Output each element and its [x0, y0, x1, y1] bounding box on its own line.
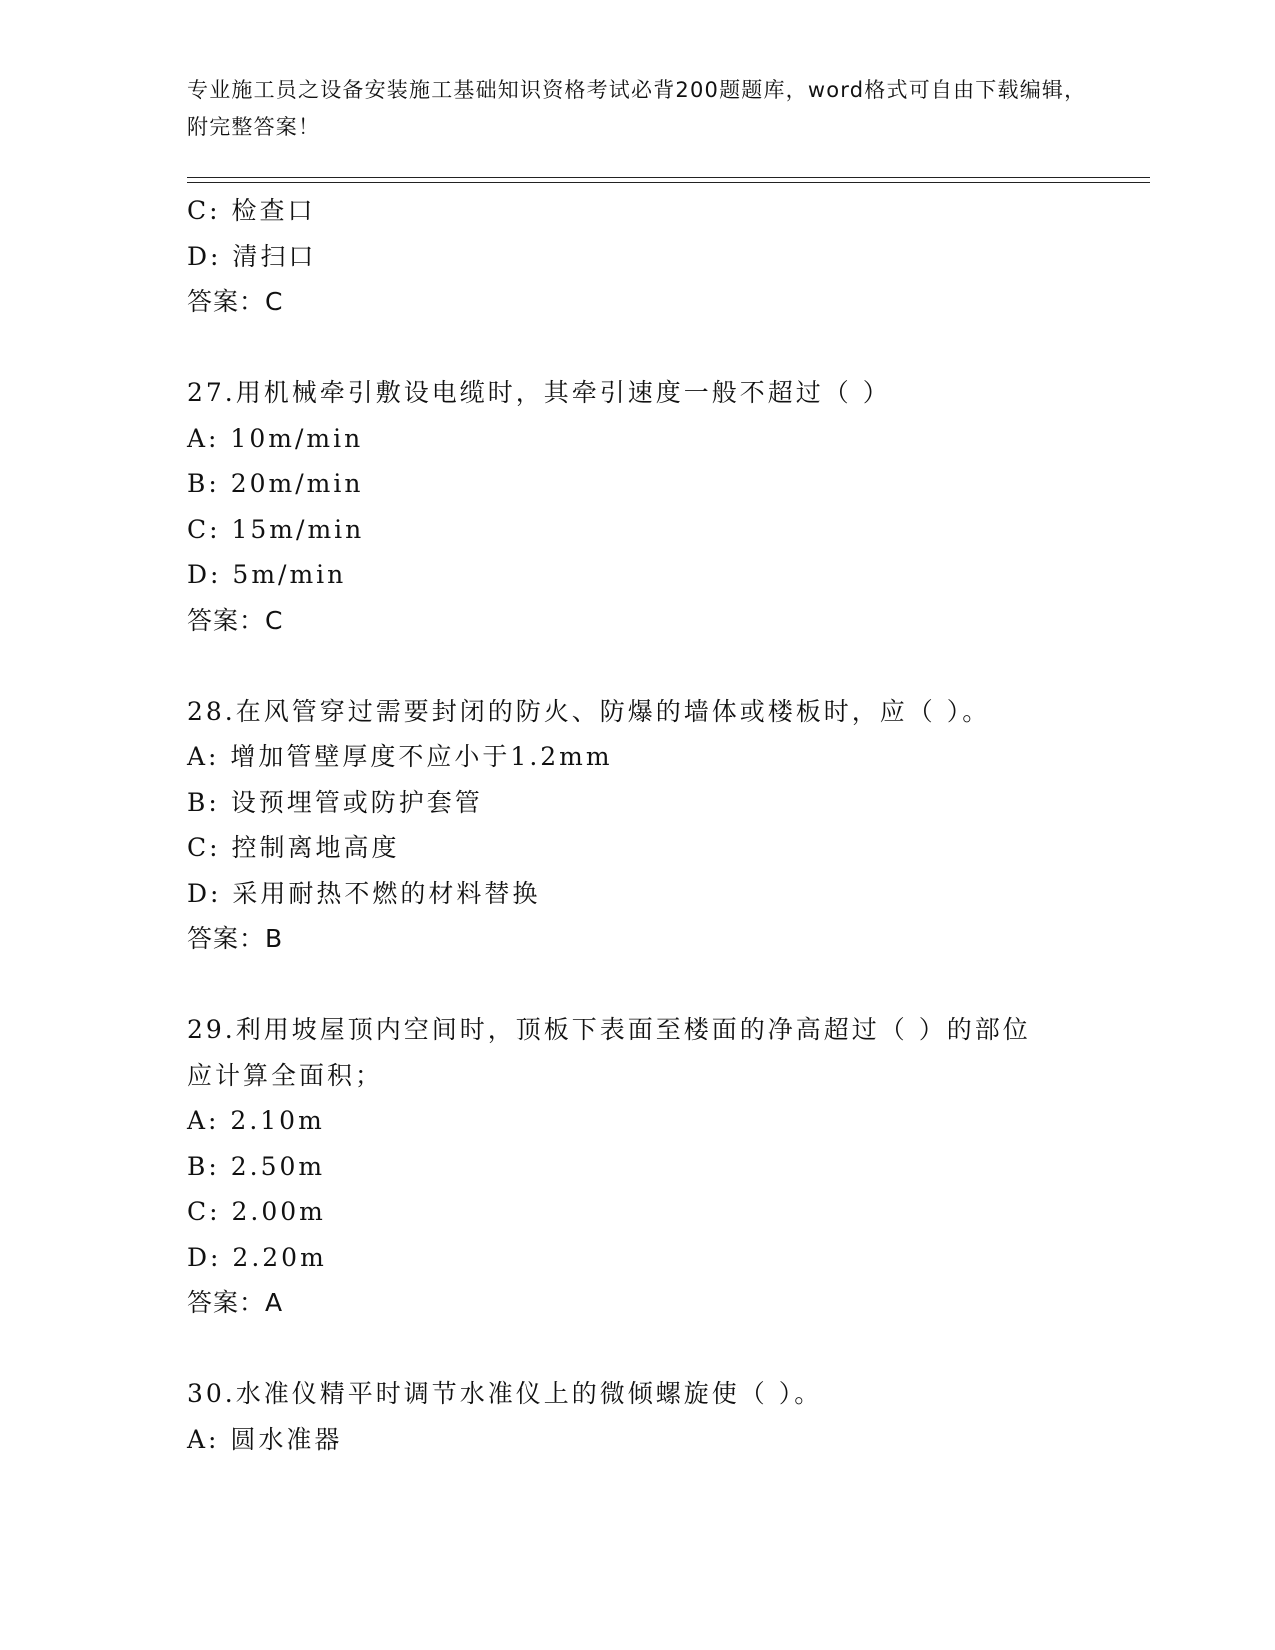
header-divider-bottom: [187, 182, 1150, 183]
question-stem: 27.用机械牵引敷设电缆时，其牵引速度一般不超过（ ）: [187, 378, 891, 407]
question-list: [187, 188, 1150, 1462]
option-a: A: 10m/min: [187, 423, 364, 453]
question-28: [187, 689, 1150, 962]
answer-line: 答案：B: [187, 924, 284, 953]
answer-line: 答案：A: [187, 1288, 284, 1317]
question-stem-line-1: 29.利用坡屋顶内空间时，顶板下表面至楼面的净高超过（ ）的部位: [187, 1015, 1031, 1044]
option-d: D: 采用耐热不燃的材料替换: [187, 878, 541, 908]
question-30: [187, 1371, 1150, 1462]
question-stem-line-2: 应计算全面积；: [187, 1060, 384, 1090]
option-d: D: 2.20m: [187, 1242, 327, 1272]
answer-line: 答案：C: [187, 605, 284, 635]
option-b: B: 设预埋管或防护套管: [187, 787, 483, 817]
header-divider-top: [187, 177, 1150, 178]
option-b: B: 2.50m: [187, 1151, 326, 1181]
option-c: C: 2.00m: [187, 1197, 326, 1226]
question-stem: 28.在风管穿过需要封闭的防火、防爆的墙体或楼板时，应（ ）。: [187, 696, 991, 726]
option-c: C: 检查口: [187, 196, 316, 225]
question-stem: 30.水准仪精平时调节水准仪上的微倾螺旋使（ ）。: [187, 1379, 823, 1408]
header-title: 专业施工员之设备安装施工基础知识资格考试必背200题题库，word格式可自由下载编辑，附完整答案！: [187, 78, 1087, 139]
option-a: A: 圆水准器: [187, 1424, 343, 1454]
option-b: B: 20m/min: [187, 469, 364, 498]
spacer: [187, 962, 1150, 1008]
option-d: D: 5m/min: [187, 560, 347, 589]
option-c: C: 15m/min: [187, 514, 365, 544]
spacer: [187, 643, 1150, 689]
option-a: A: 增加管壁厚度不应小于1.2mm: [187, 742, 613, 771]
spacer: [187, 325, 1150, 371]
answer-line: 答案：C: [187, 287, 284, 316]
question-29: [187, 1007, 1150, 1326]
spacer: [187, 1326, 1150, 1372]
document-header: [187, 72, 1087, 146]
question-26-continued: [187, 188, 1150, 325]
option-a: A: 2.10m: [187, 1106, 325, 1135]
option-d: D: 清扫口: [187, 241, 317, 271]
question-27: [187, 370, 1150, 643]
option-c: C: 控制离地高度: [187, 833, 400, 862]
